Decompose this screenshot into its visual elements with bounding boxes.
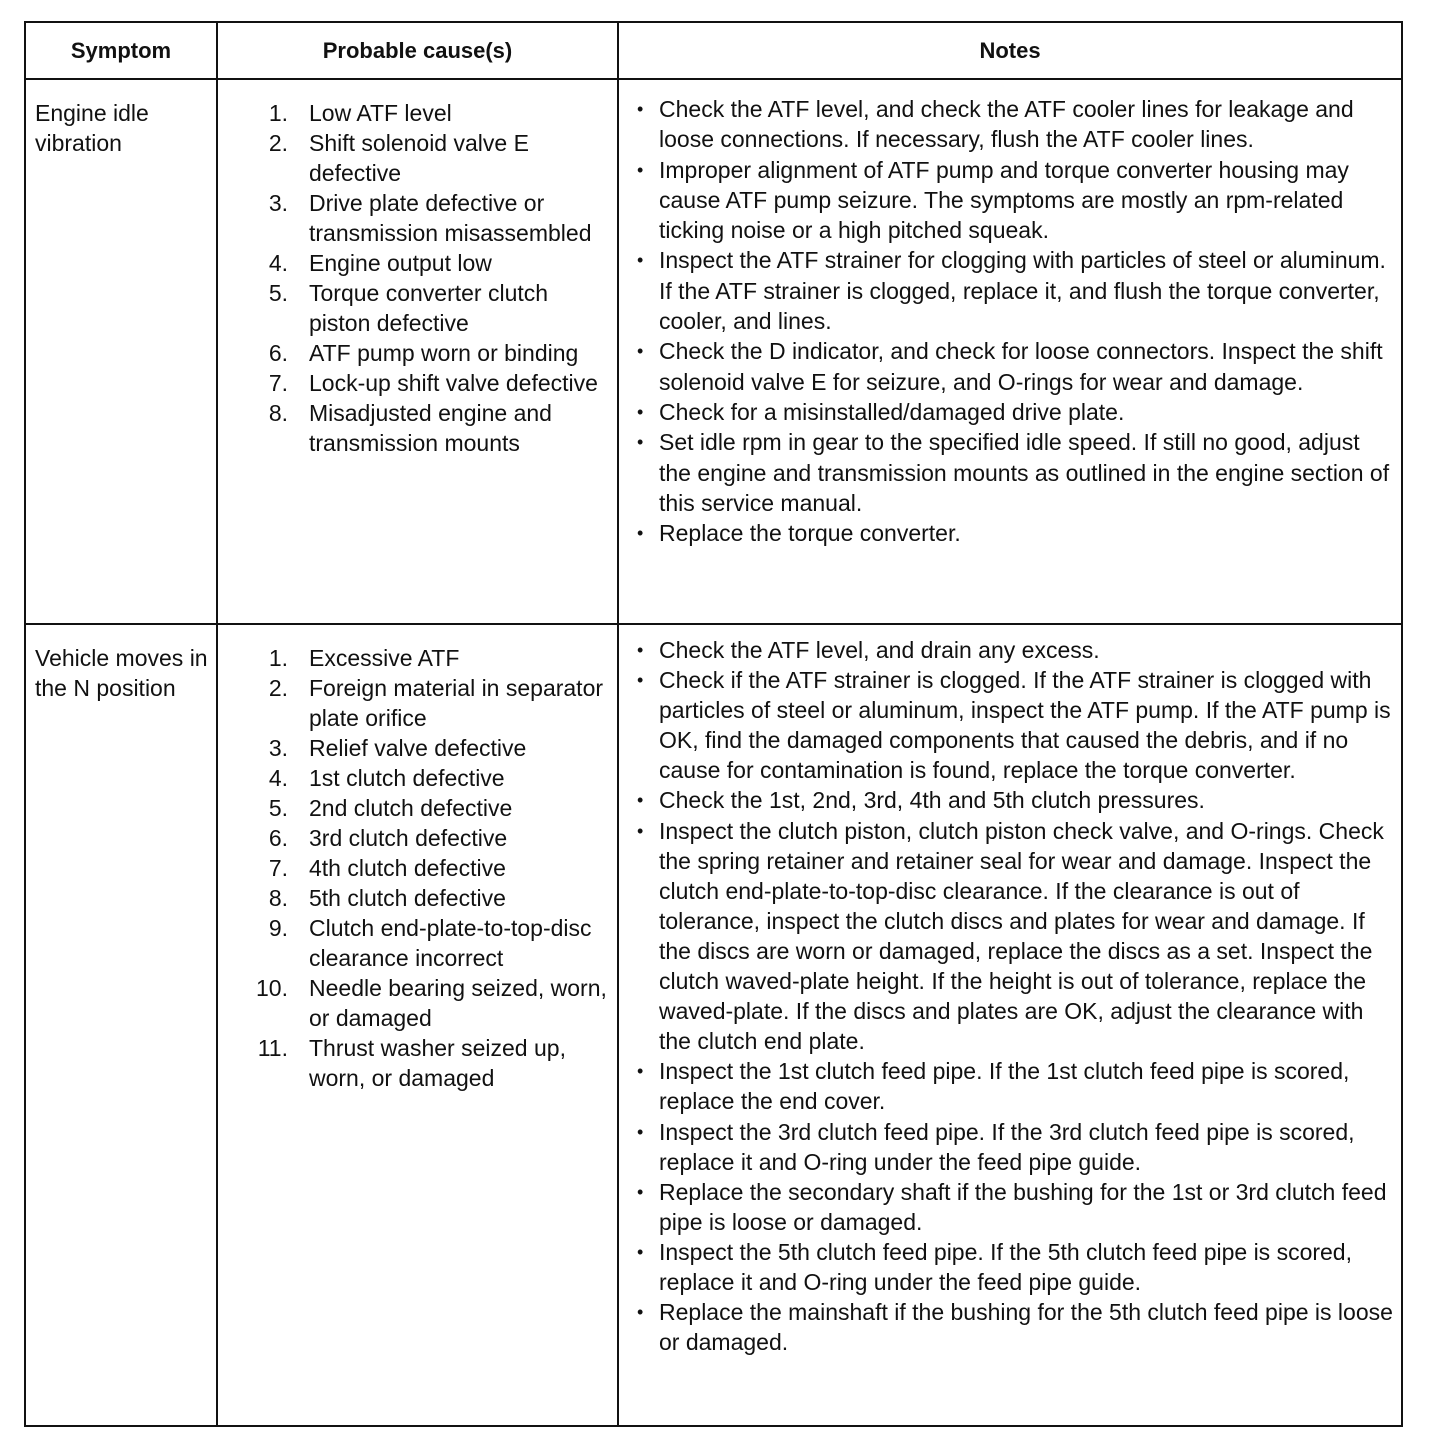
table-row [25, 79, 1402, 624]
bullet-icon: • [637, 1181, 644, 1202]
cause-item [218, 248, 609, 278]
cause-item [218, 673, 609, 733]
causes-cell [217, 79, 618, 624]
cause-number: 10. [256, 975, 288, 1001]
note-text: Inspect the ATF strainer for clogging with particles of steel or aluminum. If the ATF strainer is clogged, replace it, and flush the torque converter, cooler, and lines. [659, 247, 1386, 335]
bullet-icon: • [637, 523, 644, 544]
bullet-icon: • [637, 670, 644, 691]
causes-cell [217, 624, 618, 1426]
notes-cell [618, 624, 1402, 1426]
cause-number: 3. [268, 190, 288, 216]
bullet-icon: • [637, 640, 644, 660]
bullet-icon: • [637, 1302, 644, 1323]
cause-text: 5th clutch defective [309, 885, 506, 911]
causes-list [218, 625, 617, 1093]
symptom-cell [25, 79, 217, 624]
cause-item [218, 368, 609, 398]
troubleshooting-table [24, 21, 1403, 1427]
symptom-text: Vehicle moves in the N position [35, 645, 208, 701]
note-item [637, 427, 1393, 518]
note-text: Check the ATF level, and check the ATF cooler lines for leakage and loose connections. If necessary, flush the ATF cooler lines. [659, 96, 1354, 153]
notes-cell [618, 79, 1402, 624]
notes-list [619, 80, 1401, 548]
header-probable-causes: Probable cause(s) [217, 22, 618, 79]
bullet-icon: • [637, 250, 644, 271]
cause-number: 9. [268, 915, 288, 941]
note-text: Inspect the 3rd clutch feed pipe. If the 3rd clutch feed pipe is scored, replace it and O-ring under the feed pipe guide. [659, 1118, 1355, 1175]
cause-number: 6. [268, 340, 288, 366]
cause-number: 2. [268, 675, 288, 701]
cause-item [218, 98, 609, 128]
bullet-icon: • [637, 401, 644, 422]
cause-item [218, 883, 609, 913]
note-text: Check the ATF level, and drain any excess. [659, 637, 1100, 663]
cause-item [218, 338, 609, 368]
cause-text: 3rd clutch defective [309, 825, 508, 851]
cause-text: Drive plate defective or transmission misassembled [309, 190, 592, 246]
causes-list [218, 80, 617, 458]
cause-text: Relief valve defective [309, 735, 527, 761]
note-text: Improper alignment of ATF pump and torque converter housing may cause ATF pump seizure. The symptoms are mostly an rpm-related ticking noise or a high pitched squeak. [659, 156, 1349, 244]
note-item [637, 816, 1393, 1057]
cause-item [218, 973, 609, 1033]
bullet-icon: • [637, 790, 644, 811]
table-row [25, 624, 1402, 1426]
note-item [637, 665, 1393, 785]
note-item [637, 155, 1393, 246]
symptom-cell [25, 624, 217, 1426]
note-item [637, 1117, 1393, 1177]
cause-number: 4. [268, 250, 288, 276]
note-text: Inspect the 5th clutch feed pipe. If the 5th clutch feed pipe is scored, replace it and O-ring under the feed pipe guide. [659, 1238, 1352, 1295]
note-item [637, 336, 1393, 397]
note-text: Check the 1st, 2nd, 3rd, 4th and 5th clutch pressures. [659, 787, 1205, 814]
bullet-icon: • [637, 1241, 644, 1262]
note-text: Replace the mainshaft if the bushing for the 5th clutch feed pipe is loose or damaged. [659, 1299, 1393, 1356]
note-text: Inspect the 1st clutch feed pipe. If the 1st clutch feed pipe is scored, replace the end cover. [659, 1058, 1350, 1115]
cause-text: 4th clutch defective [309, 855, 506, 881]
bullet-icon: • [637, 159, 644, 180]
note-item [637, 245, 1393, 336]
cause-number: 7. [268, 370, 288, 396]
note-item [637, 1297, 1393, 1357]
cause-item [218, 188, 609, 248]
cause-text: Excessive ATF [309, 645, 460, 671]
note-item [637, 1177, 1393, 1237]
bullet-icon: • [637, 341, 644, 362]
note-text: Check if the ATF strainer is clogged. If the ATF strainer is clogged with particles of steel or aluminum, inspect the ATF pump. If the ATF pump is OK, find the damaged components that caused the debris, and if no cause for contamination is found, replace the torque converter. [659, 667, 1391, 784]
cause-text: Engine output low [309, 250, 492, 276]
cause-number: 5. [268, 795, 288, 821]
cause-item [218, 398, 609, 458]
cause-text: Misadjusted engine and transmission mounts [309, 400, 552, 456]
cause-number: 6. [268, 825, 288, 851]
note-item [637, 635, 1393, 665]
cause-text: 1st clutch defective [309, 765, 505, 791]
note-text: Check for a misinstalled/damaged drive plate. [659, 398, 1125, 425]
notes-list [619, 625, 1401, 1357]
cause-number: 3. [268, 735, 288, 761]
cause-number: 1. [268, 645, 288, 671]
note-item [637, 397, 1393, 427]
note-text: Inspect the clutch piston, clutch piston check valve, and O-rings. Check the spring retainer and retainer seal for wear and damage. Inspect the clutch end-plate-to-top-disc clearance. If the clearance is out of tolerance, inspect the clutch discs and plates for wear and damage. If the discs are worn or damaged, replace the discs as a set. Inspect the clutch waved-plate height. If the height is out of tolerance, replace the waved-plate. If the discs and plates are OK, adjust the clearance with the clutch end plate. [659, 817, 1384, 1055]
bullet-icon: • [637, 1121, 644, 1142]
cause-item [218, 853, 609, 883]
cause-number: 4. [268, 765, 288, 791]
cause-text: Needle bearing seized, worn, or damaged [309, 975, 607, 1031]
cause-text: Foreign material in separator plate orifice [309, 675, 604, 731]
cause-number: 11. [257, 1035, 288, 1061]
cause-text: Clutch end-plate-to-top-disc clearance incorrect [309, 915, 592, 971]
cause-text: Thrust washer seized up, worn, or damaged [309, 1035, 566, 1091]
header-notes: Notes [618, 22, 1402, 79]
cause-text: Torque converter clutch piston defective [309, 280, 549, 336]
bullet-icon: • [637, 99, 644, 119]
note-item [637, 518, 1393, 548]
cause-item [218, 793, 609, 823]
note-item [637, 1237, 1393, 1297]
bullet-icon: • [637, 1061, 644, 1082]
cause-item [218, 823, 609, 853]
cause-number: 7. [268, 855, 288, 881]
cause-item [218, 128, 609, 188]
bullet-icon: • [637, 432, 644, 453]
cause-text: Low ATF level [309, 100, 452, 126]
cause-number: 8. [268, 885, 288, 911]
cause-item [218, 913, 609, 973]
cause-number: 8. [268, 400, 288, 426]
cause-text: Lock-up shift valve defective [309, 370, 598, 396]
header-row [25, 22, 1402, 79]
note-item [637, 1056, 1393, 1116]
note-item [637, 785, 1393, 815]
note-text: Replace the secondary shaft if the bushing for the 1st or 3rd clutch feed pipe is loose or damaged. [659, 1178, 1387, 1235]
cause-item [218, 1033, 609, 1093]
note-item [637, 94, 1393, 155]
cause-number: 5. [268, 280, 288, 306]
cause-text: ATF pump worn or binding [309, 340, 579, 366]
note-text: Set idle rpm in gear to the specified idle speed. If still no good, adjust the engine and transmission mounts as outlined in the engine section of this service manual. [659, 429, 1390, 516]
note-text: Replace the torque converter. [659, 520, 961, 547]
cause-number: 1. [268, 100, 288, 126]
cause-item [218, 278, 609, 338]
cause-item [218, 763, 609, 793]
cause-item [218, 733, 609, 763]
cause-number: 2. [268, 130, 288, 156]
header-symptom: Symptom [25, 22, 217, 79]
note-text: Check the D indicator, and check for loose connectors. Inspect the shift solenoid valve E for seizure, and O-rings for wear and damage. [659, 338, 1383, 395]
symptom-text: Engine idle vibration [35, 100, 149, 156]
cause-item [218, 643, 609, 673]
cause-text: 2nd clutch defective [309, 795, 513, 821]
cause-text: Shift solenoid valve E defective [309, 130, 529, 186]
bullet-icon: • [637, 820, 644, 841]
